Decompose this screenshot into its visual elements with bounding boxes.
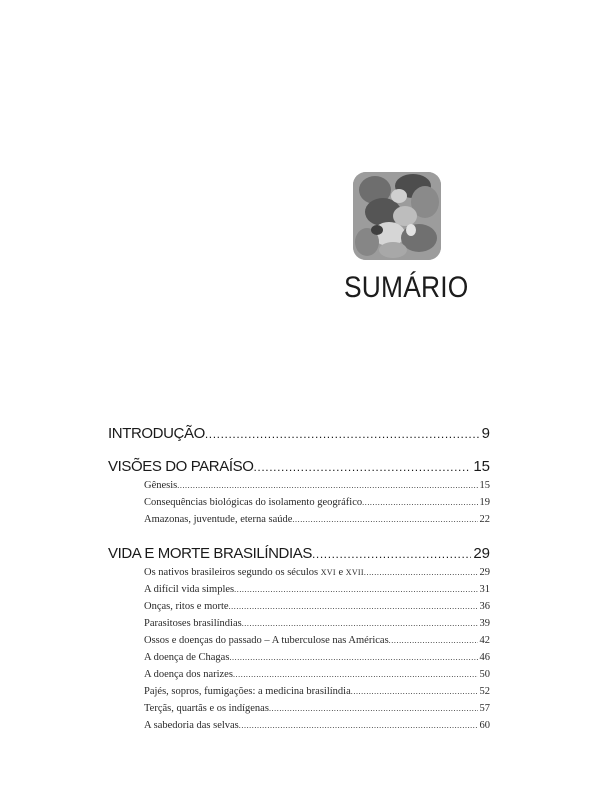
toc-label-part: Os nativos brasileiros segundo os séculos [144, 567, 321, 578]
toc-entry-label: VIDA E MORTE BRASILÍNDIAS [108, 545, 312, 562]
toc-entry-page: 9 [481, 425, 490, 442]
toc-entry-label: Consequências biológicas do isolamento geográfico [144, 497, 363, 508]
toc-section[interactable] [144, 480, 490, 491]
toc-entry-intro[interactable] [108, 425, 490, 442]
toc-entry-page: 15 [479, 480, 490, 491]
toc-entry-page: 42 [479, 635, 490, 646]
toc-entry-label: INTRODUÇÃO [108, 425, 205, 442]
toc-entry-label: A difícil vida simples [144, 584, 235, 595]
toc-entry-label: A doença de Chagas [144, 652, 230, 663]
leader-dots [234, 585, 477, 594]
toc-label-part: e [335, 567, 346, 578]
toc-entry-page: 39 [479, 618, 490, 629]
toc-entry-label: A doença dos narizes [144, 669, 233, 680]
century-numeral: XVI [320, 568, 336, 577]
toc-entry-label: Gênesis [144, 480, 178, 491]
toc-entry-label: Ossos e doenças do passado – A tuberculose nas Américas [144, 635, 389, 646]
toc-entry-page: 36 [479, 601, 490, 612]
toc-entry-label: Amazonas, juventude, eterna saúde [144, 514, 293, 525]
leader-dots [253, 460, 471, 474]
toc-entry-label: Onças, ritos e morte [144, 601, 229, 612]
toc-entry-page: 29 [473, 545, 490, 562]
toc-section[interactable] [144, 618, 490, 629]
leader-dots [177, 481, 477, 490]
toc-section[interactable] [144, 669, 490, 680]
toc-section[interactable] [144, 514, 490, 525]
toc-section[interactable] [144, 601, 490, 612]
toc-entry-page: 22 [479, 514, 490, 525]
toc-section[interactable] [144, 720, 490, 731]
toc-chapter-vida-e-morte[interactable] [108, 545, 490, 562]
leader-dots [229, 602, 478, 611]
toc-entry-page: 52 [479, 686, 490, 697]
toc-section[interactable] [144, 567, 490, 578]
toc-entry-page: 19 [479, 497, 490, 508]
leader-dots [389, 636, 478, 645]
leader-dots [351, 687, 478, 696]
toc-entry-label [144, 567, 364, 578]
toc-section[interactable] [144, 584, 490, 595]
leader-dots [364, 568, 478, 577]
toc-section[interactable] [144, 703, 490, 714]
toc-section[interactable] [144, 652, 490, 663]
leader-dots [242, 619, 478, 628]
toc-entry-label: VISÕES DO PARAÍSO [108, 458, 254, 475]
leader-dots [239, 721, 478, 730]
page-title: SUMÁRIO [344, 271, 469, 304]
toc-entry-label: Terçãs, quartãs e os indígenas [144, 703, 269, 714]
toc-section[interactable] [144, 635, 490, 646]
toc-entry-label: Parasitoses brasilíndias [144, 618, 242, 629]
toc-entry-page: 29 [479, 567, 490, 578]
leader-dots [229, 653, 477, 662]
leader-dots [292, 515, 477, 524]
toc-entry-page: 46 [479, 652, 490, 663]
toc-chapter-visoes[interactable] [108, 458, 490, 475]
toc-section[interactable] [144, 686, 490, 697]
toc-entry-page: 31 [479, 584, 490, 595]
toc-entry-page: 15 [473, 458, 490, 475]
leader-dots [312, 547, 471, 561]
leader-dots [205, 427, 480, 441]
leader-dots [269, 704, 478, 713]
toc-entry-label: Pajés, sopros, fumigações: a medicina brasilíndia [144, 686, 351, 697]
toc-entry-page: 57 [479, 703, 490, 714]
toc-section[interactable] [144, 497, 490, 508]
faces-collage-icon [353, 172, 441, 260]
leader-dots [233, 670, 478, 679]
toc-entry-page: 60 [479, 720, 490, 731]
century-numeral: XVII [345, 568, 364, 577]
toc-entry-label: A sabedoria das selvas [144, 720, 239, 731]
toc-entry-page: 50 [479, 669, 490, 680]
leader-dots [362, 498, 477, 507]
